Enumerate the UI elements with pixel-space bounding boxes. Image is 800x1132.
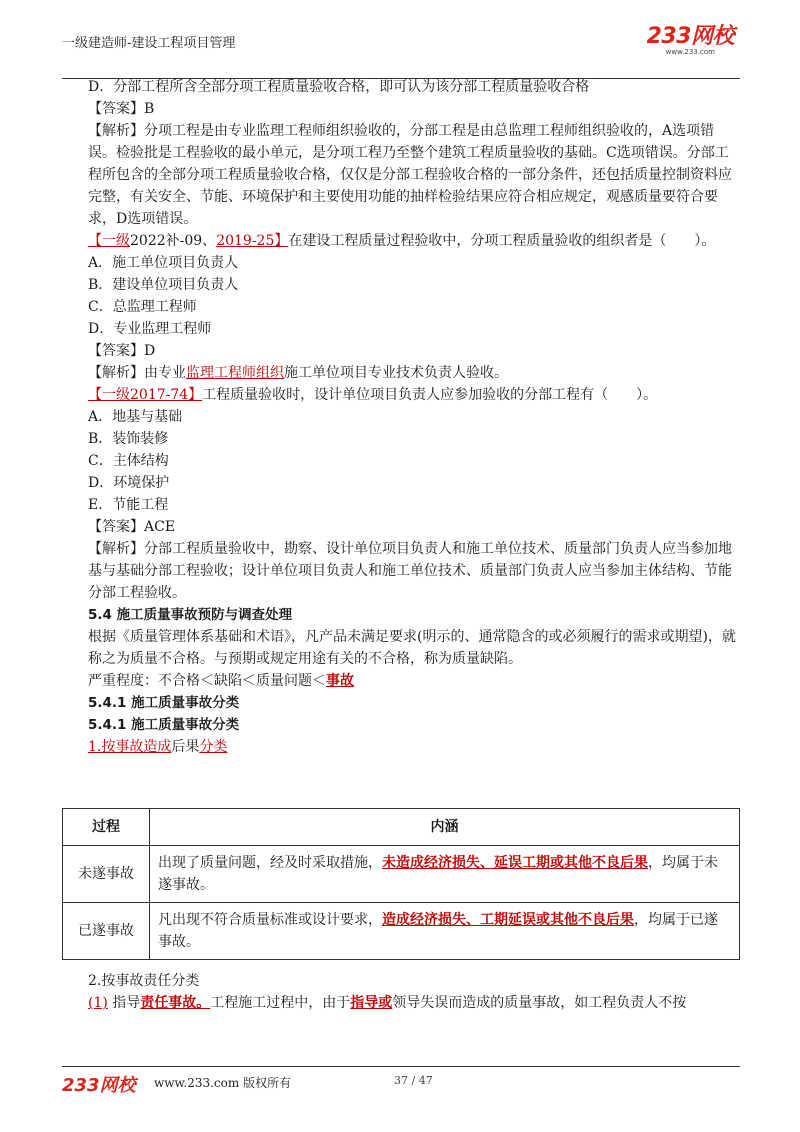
- subsection-title-1: 5.4.1 施工质量事故分类: [88, 695, 240, 711]
- q1-answer: 【答案】B: [88, 101, 155, 117]
- q2-tag[interactable]: 【一级: [88, 233, 130, 249]
- footer-copyright: www.233.com 版权所有: [154, 1076, 292, 1090]
- section-5-4-title: 5.4 施工质量事故预防与调查处理: [88, 607, 293, 623]
- q2-highlight: 监理工程师组织: [186, 365, 284, 381]
- page-header: [62, 26, 740, 56]
- q2-option-d: D．专业监理工程师: [88, 321, 212, 337]
- footer-logo: 233网校: [62, 1075, 136, 1096]
- q2-option-c: C．总监理工程师: [88, 299, 197, 315]
- table-row: [63, 846, 740, 903]
- q3-stem: 【一级2017-74】工程质量验收时，设计单位项目负责人应参加验收的分部工程有（ ）。: [88, 387, 658, 403]
- table-cell-name: 未遂事故: [63, 846, 150, 903]
- q3-tag[interactable]: 【一级2017-74】: [88, 387, 203, 403]
- header-title: 一级建造师-建设工程项目管理: [62, 36, 236, 51]
- q2-option-b: B．建设单位项目负责人: [88, 277, 239, 293]
- table-cell-desc: 凡出现不符合质量标准或设计要求，造成经济损失、工期延误或其他不良后果，均属于已遂事故。: [150, 903, 740, 960]
- q2-analysis: 【解析】由专业监理工程师组织施工单位项目专业技术负责人验收。: [88, 365, 508, 381]
- q3-option-c: C．主体结构: [88, 453, 169, 469]
- q3-option-e: E．节能工程: [88, 497, 169, 513]
- footer-rule: [62, 1066, 740, 1067]
- q2-option-a: A．施工单位项目负责人: [88, 255, 239, 271]
- table-cell-name: 已遂事故: [63, 903, 150, 960]
- main-content: [88, 76, 738, 758]
- table-header-process: 过程: [63, 809, 150, 846]
- page-number: 37 / 47: [394, 1074, 433, 1087]
- q1-analysis: 【解析】分项工程是由专业监理工程师组织验收的，分部工程是由总监理工程师组织验收的，A选项错误。检验批是工程验收的最小单元，是分项工程乃至整个建筑工程质量验收的基础。C选项错误。分部工程所包含的全部分项工程质量验收合格，仅仅是分部工程验收合格的一部分条件，还包括质量控制资料应完整，有关安全、节能、环境保护和主要使用功能的抽样检验结果应符合相应规定，观感质量要符合要求，D选项错误。: [88, 123, 732, 227]
- severity-line: 严重程度：不合格＜缺陷＜质量问题＜事故: [88, 673, 354, 689]
- logo-text: 233网校: [646, 24, 734, 49]
- table-cell-desc: 出现了质量问题，经及时采取措施，未造成经济损失、延误工期或其他不良后果，均属于未遂事故。: [150, 846, 740, 903]
- q3-answer: 【答案】ACE: [88, 519, 176, 535]
- section-2-item-1: (1) 指导责任事故。工程施工过程中，由于指导或领导失误而造成的质量事故，如工程负责人不按: [88, 995, 687, 1011]
- q1-option-d: D．分部工程所含全部分项工程质量验收合格，即可认为该分部工程质量验收合格: [88, 79, 590, 95]
- q3-option-b: B．装饰装修: [88, 431, 169, 447]
- q2-stem: 【一级2022补-09、2019-25】在建设工程质量过程验收中，分项工程质量验收的组织者是（ ）。: [88, 233, 716, 249]
- accident-table: [62, 808, 740, 960]
- q3-option-d: D．环境保护: [88, 475, 170, 491]
- table-header-row: [63, 809, 740, 846]
- logo-url: www.233.com: [665, 48, 715, 56]
- q2-tag-2019[interactable]: 2019-25】: [216, 233, 289, 249]
- q3-option-a: A．地基与基础: [88, 409, 183, 425]
- q3-analysis: 【解析】分部工程质量验收中，勘察、设计单位项目负责人和施工单位技术、质量部门负责人应当参加地基与基础分部工程验收；设计单位项目负责人和施工单位技术、质量部门负责人应当参加主体结构、节能分部工程验收。: [88, 541, 732, 601]
- page-footer: [62, 1066, 740, 1096]
- section-2: [88, 970, 738, 1014]
- severity-highlight: 事故: [326, 673, 354, 689]
- table-header-meaning: 内涵: [150, 809, 740, 846]
- q2-answer: 【答案】D: [88, 343, 156, 359]
- table-row: [63, 903, 740, 960]
- section-2-title: 2.按事故责任分类: [88, 973, 200, 989]
- subsection-title-2: 5.4.1 施工质量事故分类: [88, 717, 240, 733]
- section-5-4-para: 根据《质量管理体系基础和术语》，凡产品未满足要求(明示的、通常隐含的或必须履行的需求或期望)，就称之为质量不合格。与预期或规定用途有关的不合格，称为质量缺陷。: [88, 629, 736, 667]
- classify-heading: 1.按事故造成后果分类: [88, 739, 228, 755]
- brand-logo: [647, 26, 734, 56]
